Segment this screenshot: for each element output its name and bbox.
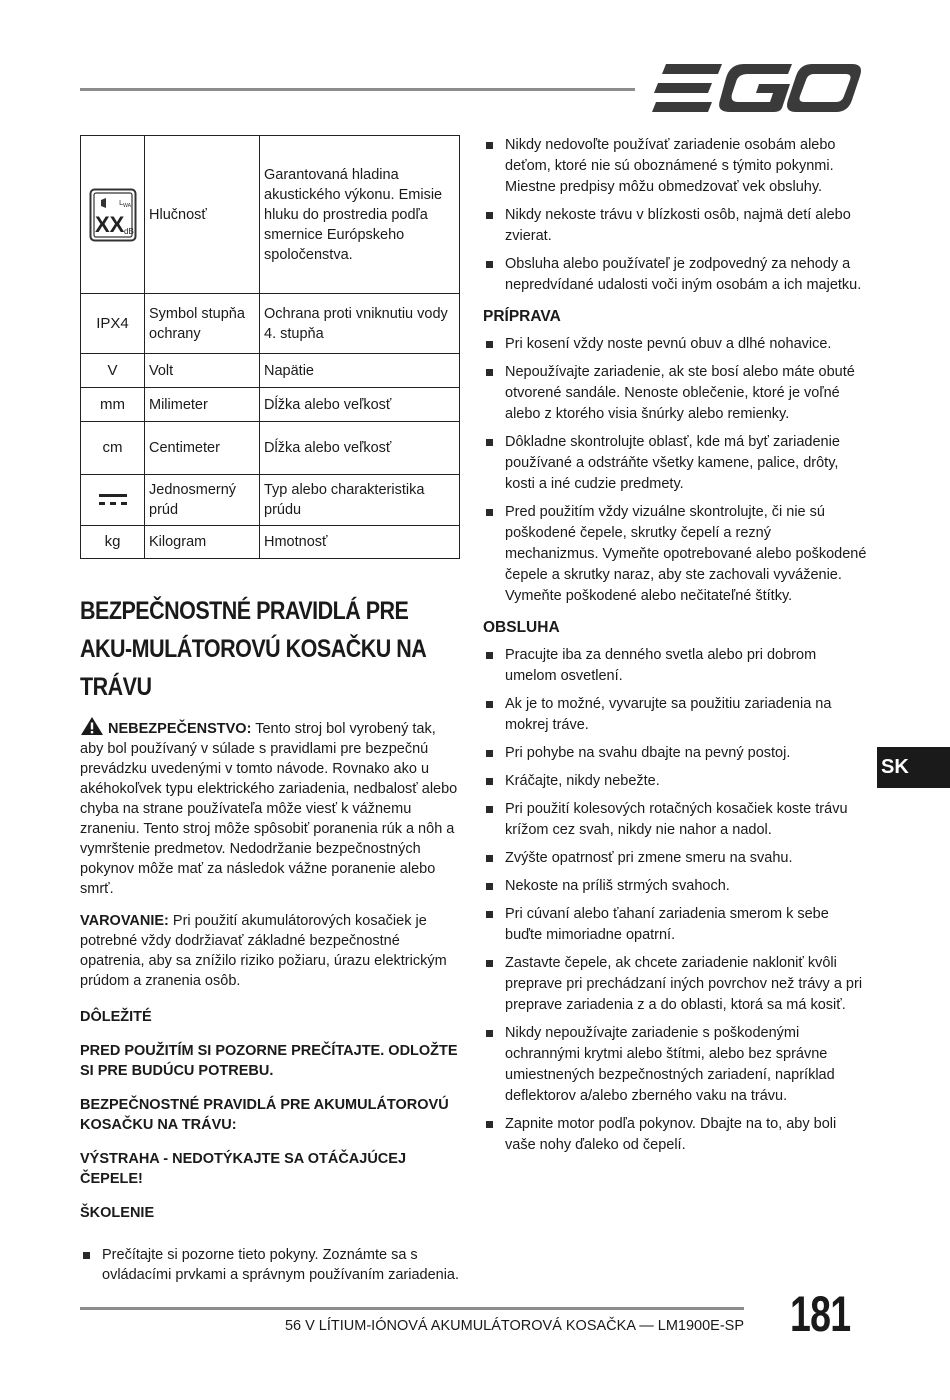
danger-notice — [80, 716, 460, 899]
warning-notice — [80, 911, 460, 991]
warning-label: VAROVANIE: — [80, 913, 169, 929]
list-item: Pri pohybe na svahu dbajte na pevný postoj. — [483, 743, 868, 764]
symbol-cell: mm — [81, 388, 145, 422]
list-item: Pri kosení vždy noste pevnú obuv a dlhé nohavice. — [483, 334, 868, 355]
list-item: Nikdy nepoužívajte zariadenie s poškodenými ochrannými krytmi alebo štítmi, alebo bez správne umiestnených bezpečnostných zariadení, napríklad deflektorov a/alebo zberného vaku na trávu. — [483, 1023, 868, 1107]
table-row — [81, 136, 460, 294]
list-item: Prečítajte si pozorne tieto pokyny. Zoznámte sa s ovládacími prvkami a správnym používaním zariadenia. — [80, 1245, 460, 1285]
list-item: Nekoste na príliš strmých svahoch. — [483, 876, 868, 897]
table-row — [81, 354, 460, 388]
symbol-description: Ochrana proti vniknutiu vody 4. stupňa — [260, 294, 460, 354]
list-item: Pri použití kolesových rotačných kosačiek koste trávu krížom cez svah, nikdy nie nahor a nadol. — [483, 799, 868, 841]
table-row — [81, 388, 460, 422]
symbol-table — [80, 135, 460, 559]
svg-text:dB: dB — [123, 226, 134, 236]
operation-heading: OBSLUHA — [483, 619, 560, 636]
symbol-description: Napätie — [260, 354, 460, 388]
symbol-description: Dĺžka alebo veľkosť — [260, 388, 460, 422]
warning-text: Pri použití akumulátorových kosačiek je potrebné vždy dodržiavať základné bezpečnostné opatrenia, aby sa znížilo riziko požiaru, úrazu elektrickým prúdom a zranenia osôb. — [80, 913, 447, 989]
page-number: 181 — [790, 1286, 851, 1342]
important-heading: DÔLEŽITÉ — [80, 1009, 152, 1025]
symbol-cell: IPX4 — [81, 294, 145, 354]
table-row — [81, 526, 460, 559]
operation-list — [483, 645, 868, 1156]
list-item: Ak je to možné, vyvarujte sa použitiu zariadenia na mokrej tráve. — [483, 694, 868, 736]
svg-text:WA: WA — [122, 202, 131, 209]
list-item: Pracujte iba za denného svetla alebo pri dobrom umelom osvetlení. — [483, 645, 868, 687]
danger-text: Tento stroj bol vyrobený tak, aby bol používaný v súlade s pravidlami pre bezpečnú prevádzku uvedenými v tomto návode. Rovnako ako u akéhokoľvek typu elektrického zariadenia, nedbalosť alebo chyba na strane používateľa môže viesť k vážnemu zraneniu. Tento stroj môže spôsobiť poranenia rúk a nôh a vymrštenie predmetov. Nedodržanie bezpečnostných pokynov môže mať za následok vážne poranenie alebo smrť. — [80, 721, 458, 897]
list-item: Dôkladne skontrolujte oblasť, kde má byť zariadenie používané a odstráňte všetky kamene, palice, drôty, kosti a iné cudzie predmety. — [483, 432, 868, 495]
header-rule — [80, 88, 635, 91]
read-carefully-heading: PRED POUŽITÍM SI POZORNE PREČÍTAJTE. ODLOŽTE SI PRE BUDÚCU POTREBU. — [80, 1043, 458, 1079]
list-item: Nepoužívajte zariadenie, ak ste bosí alebo máte obuté otvorené sandále. Nenoste oblečenie, ktoré je voľné alebo z ktorého visia šnúrky alebo remienky. — [483, 362, 868, 425]
symbol-name: Hlučnosť — [145, 136, 260, 294]
svg-text:XX: XX — [94, 211, 124, 237]
left-column — [80, 592, 460, 1293]
symbol-description: Dĺžka alebo veľkosť — [260, 422, 460, 475]
symbol-name: Symbol stupňa ochrany — [145, 294, 260, 354]
svg-text:L: L — [118, 198, 123, 207]
symbol-name: Milimeter — [145, 388, 260, 422]
list-item: Kráčajte, nikdy nebežte. — [483, 771, 868, 792]
symbol-name: Volt — [145, 354, 260, 388]
list-item: Pred použitím vždy vizuálne skontrolujte, či nie sú poškodené čepele, skrutky čepelí a rezný mechanizmus. Vymeňte opotrebované alebo poškodené čepele a skrutky naraz, aby ste zachovali vyváženie. Vymeňte poškodené alebo nečitateľné štítky. — [483, 502, 868, 607]
training-heading: ŠKOLENIE — [80, 1205, 155, 1221]
symbol-cell — [81, 475, 145, 526]
list-item: Zastavte čepele, ak chcete zariadenie nakloniť kvôli preprave pri prechádzaní iných povrchov než trávy a pri preprave zariadenia z a do oblasti, ktorá sa má kosiť. — [483, 953, 868, 1016]
symbol-cell — [81, 136, 145, 294]
language-tab: SK — [877, 747, 950, 788]
ego-logo — [652, 62, 862, 114]
safety-rules-heading: BEZPEČNOSTNÉ PRAVIDLÁ PRE AKUMULÁTOROVÚ KOSAČKU NA TRÁVU: — [80, 1097, 449, 1133]
symbol-name: Centimeter — [145, 422, 260, 475]
list-item: Zapnite motor podľa pokynov. Dbajte na to, aby boli vaše nohy ďaleko od čepelí. — [483, 1114, 868, 1156]
symbol-name: Kilogram — [145, 526, 260, 559]
preparation-heading: PRÍPRAVA — [483, 308, 561, 325]
noise-level-xx-db-icon — [89, 188, 137, 242]
section-title: BEZPEČNOSTNÉ PRAVIDLÁ PRE AKU-MULÁTOROVÚ KOSAČKU NA TRÁVU — [80, 597, 426, 701]
table-row — [81, 422, 460, 475]
danger-label: NEBEZPEČENSTVO: — [108, 721, 252, 737]
right-column — [483, 135, 868, 1163]
list-item: Pri cúvaní alebo ťahaní zariadenia smerom k sebe buďte mimoriadne opatrní. — [483, 904, 868, 946]
symbol-name: Jednosmerný prúd — [145, 475, 260, 526]
training-list — [80, 1245, 460, 1285]
table-row — [81, 294, 460, 354]
symbol-cell: cm — [81, 422, 145, 475]
symbol-cell: kg — [81, 526, 145, 559]
list-item: Zvýšte opatrnosť pri zmene smeru na svahu. — [483, 848, 868, 869]
symbol-cell: V — [81, 354, 145, 388]
symbol-description: Garantovaná hladina akustického výkonu. Emisie hluku do prostredia podľa smernice Európskeho spoločenstva. — [260, 136, 460, 294]
preparation-list — [483, 334, 868, 607]
training-list-continued — [483, 135, 868, 296]
list-item: Nikdy nedovoľte používať zariadenie osobám alebo deťom, ktoré nie sú oboznámené s týmito pokynmi. Miestne predpisy môžu obmedzovať vek obsluhy. — [483, 135, 868, 198]
blade-warning-heading: VÝSTRAHA - NEDOTÝKAJTE SA OTÁČAJÚCEJ ČEPELE! — [80, 1151, 407, 1187]
warning-triangle-icon — [80, 716, 104, 736]
symbol-description: Typ alebo charakteristika prúdu — [260, 475, 460, 526]
table-row — [81, 475, 460, 526]
list-item: Obsluha alebo používateľ je zodpovedný za nehody a nepredvídané udalosti voči iným osobám a ich majetku. — [483, 254, 868, 296]
footer-product-title: 56 V LÍTIUM-IÓNOVÁ AKUMULÁTOROVÁ KOSAČKA — LM1900E-SP — [284, 1318, 744, 1334]
direct-current-icon — [98, 491, 128, 509]
symbol-description: Hmotnosť — [260, 526, 460, 559]
list-item: Nikdy nekoste trávu v blízkosti osôb, najmä detí alebo zvierat. — [483, 205, 868, 247]
footer-rule — [80, 1307, 744, 1310]
